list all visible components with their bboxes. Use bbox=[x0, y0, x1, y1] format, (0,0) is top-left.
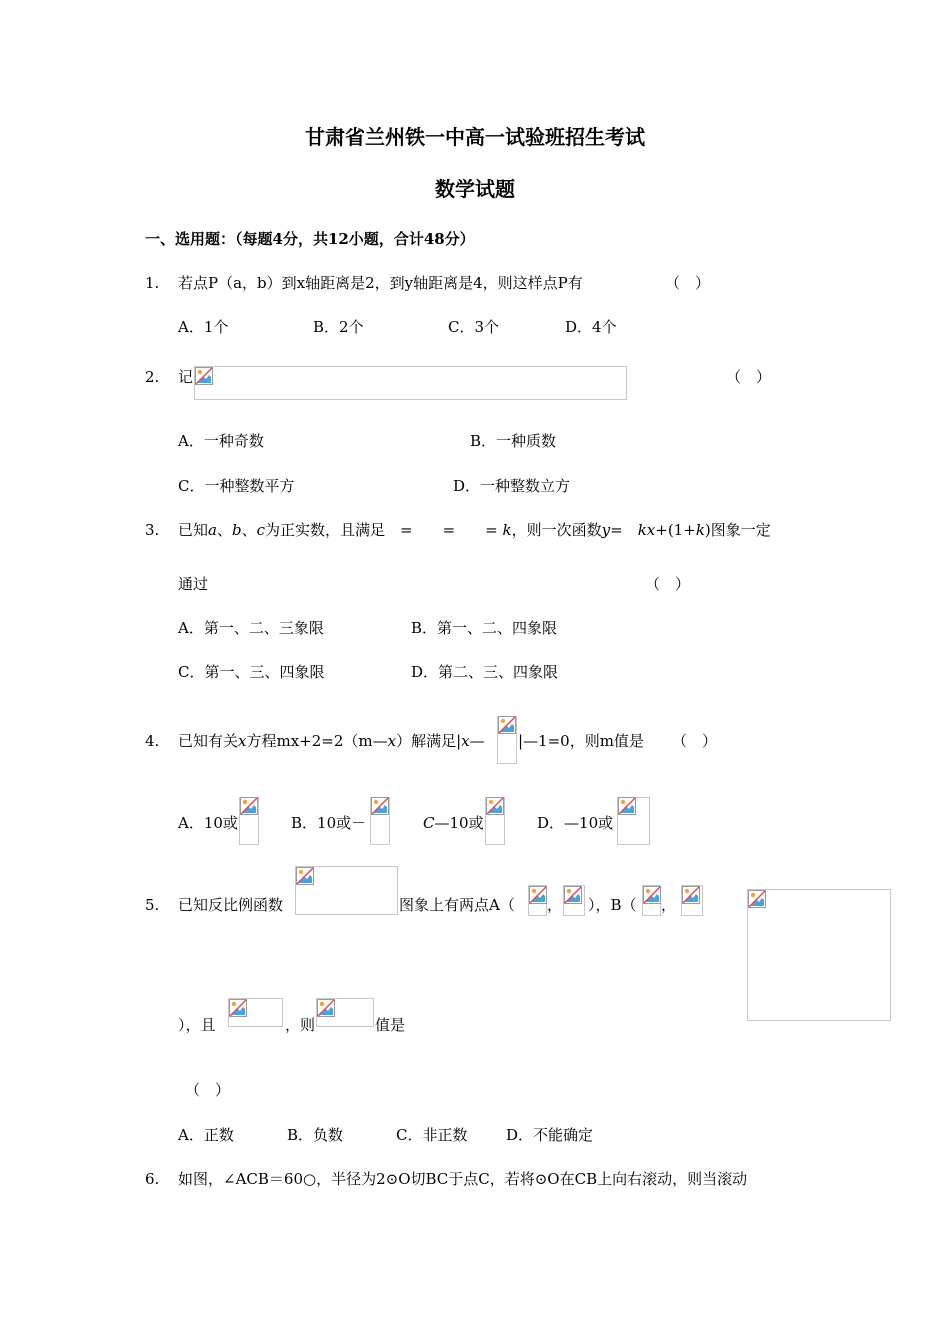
q5-option-c: C．非正数 bbox=[396, 1126, 468, 1144]
broken-image-icon bbox=[618, 797, 636, 815]
q2-number: 2. bbox=[145, 368, 160, 386]
q2-lead: 记 bbox=[178, 368, 194, 386]
q3-option-c: C．第一、三、四象限 bbox=[178, 663, 325, 681]
q2-option-c: C．一种整数平方 bbox=[178, 477, 295, 495]
q4-text-tail: |—1=0，则m值是 bbox=[518, 732, 644, 750]
q6-number: 6. bbox=[145, 1170, 160, 1188]
q1-number: 1. bbox=[145, 274, 160, 292]
q4-option-a: A．10或 bbox=[178, 814, 238, 832]
broken-image-icon bbox=[643, 886, 661, 904]
q1-option-c: C．3个 bbox=[448, 318, 500, 336]
q4-option-b: B．10或－ bbox=[291, 814, 367, 832]
q3-option-a: A．第一、二、三象限 bbox=[178, 619, 324, 637]
q4-text: 已知有关x方程mx+2=2（m—x）解满足|x— bbox=[178, 732, 485, 750]
q2-formula-image bbox=[194, 366, 627, 400]
q2-answer-paren: （ ） bbox=[726, 368, 772, 386]
q3-option-b: B．第一、二、四象限 bbox=[411, 619, 558, 637]
broken-image-icon bbox=[748, 890, 766, 908]
broken-image-icon bbox=[529, 886, 547, 904]
q5-text: 已知反比例函数 bbox=[178, 896, 284, 914]
q6-text: 如图，∠ACB＝60○，半径为2⊙O切BC于点C，若将⊙O在CB上向右滚动，则当滚动 bbox=[178, 1170, 748, 1188]
q5-text-value: 值是 bbox=[375, 1016, 406, 1034]
broken-image-icon bbox=[564, 886, 582, 904]
q5-comma: ， bbox=[661, 896, 677, 914]
q2-option-a: A．一种奇数 bbox=[178, 432, 264, 450]
q3-option-d: D．第二、三、四象限 bbox=[411, 663, 559, 681]
broken-image-icon bbox=[240, 797, 258, 815]
page-title: 甘肃省兰州铁一中高一试验班招生考试 bbox=[305, 125, 645, 149]
q4-option-c: C—10或 bbox=[423, 814, 484, 832]
q5-answer-paren: （ ） bbox=[185, 1081, 231, 1099]
q4-answer-paren: （ ） bbox=[672, 732, 718, 750]
q4-number: 4. bbox=[145, 732, 160, 750]
q5-text-points: 图象上有两点A（ bbox=[399, 896, 515, 914]
broken-image-icon bbox=[486, 797, 504, 815]
broken-image-icon bbox=[229, 999, 247, 1017]
q3-text: 已知a、b、c为正实数，且满足 = = = k，则一次函数y= kx+(1+k)图象一定 bbox=[178, 521, 771, 539]
q3-number: 3. bbox=[145, 521, 160, 539]
q5-number: 5. bbox=[145, 896, 160, 914]
broken-image-icon bbox=[296, 867, 314, 885]
q3-answer-paren: （ ） bbox=[645, 575, 691, 593]
q1-text: 若点P（a，b）到x轴距离是2，到y轴距离是4，则这样点P有 bbox=[178, 274, 583, 292]
q5-option-b: B．负数 bbox=[287, 1126, 344, 1144]
q2-option-b: B．一种质数 bbox=[470, 432, 557, 450]
broken-image-icon bbox=[195, 367, 213, 385]
q5-text-line2: ），且 bbox=[178, 1016, 216, 1034]
broken-image-icon bbox=[371, 797, 389, 815]
q5-figure-image bbox=[747, 889, 891, 1021]
section-heading: 一、选用题：（每题4分，共12小题，合计48分） bbox=[145, 230, 475, 248]
q4-option-d: D．—10或 bbox=[537, 814, 614, 832]
broken-image-icon bbox=[682, 886, 700, 904]
q1-option-d: D．4个 bbox=[565, 318, 617, 336]
broken-image-icon bbox=[498, 716, 516, 734]
q1-option-b: B．2个 bbox=[313, 318, 364, 336]
q3-text-line2: 通过 bbox=[178, 575, 209, 593]
q2-option-d: D．一种整数立方 bbox=[453, 477, 571, 495]
q1-option-a: A．1个 bbox=[178, 318, 229, 336]
q1-answer-paren: （ ） bbox=[665, 274, 711, 292]
broken-image-icon bbox=[317, 999, 335, 1017]
q5-text-then: ，则 bbox=[285, 1016, 316, 1034]
page-subtitle: 数学试题 bbox=[435, 177, 515, 201]
q5-text-point-b: ），B（ bbox=[588, 896, 637, 914]
q5-option-d: D．不能确定 bbox=[506, 1126, 594, 1144]
q5-comma: ， bbox=[547, 896, 563, 914]
q5-option-a: A．正数 bbox=[178, 1126, 234, 1144]
